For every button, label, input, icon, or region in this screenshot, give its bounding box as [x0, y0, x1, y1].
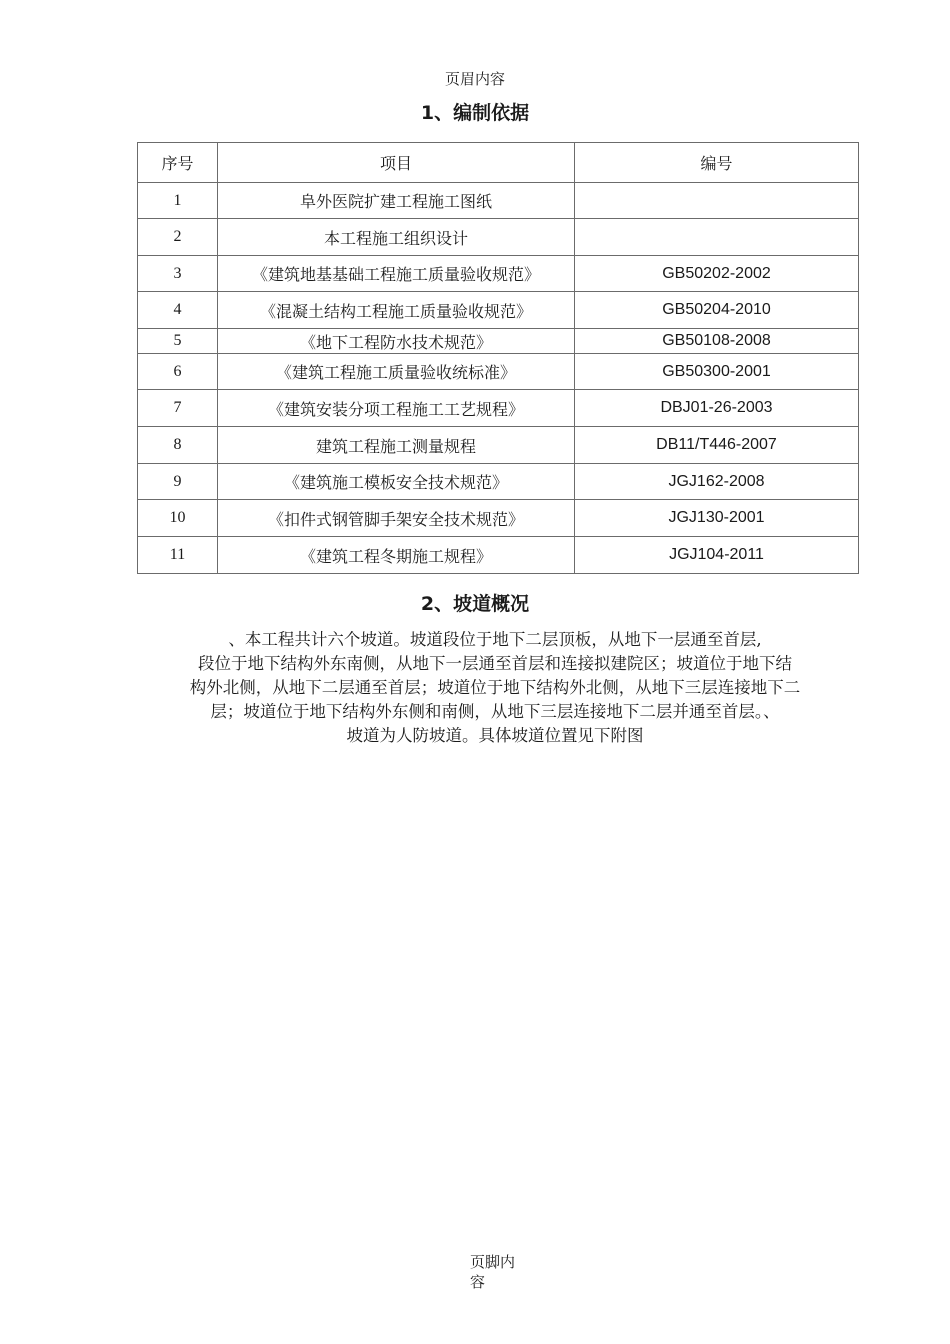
reference-table	[137, 142, 859, 574]
page-header: 页眉内容	[444, 70, 505, 88]
row-code: GB50300-2001	[575, 354, 859, 390]
row-item: 阜外医院扩建工程施工图纸	[218, 183, 575, 219]
row-no: 2	[138, 219, 218, 256]
row-no: 7	[138, 390, 218, 427]
table-row	[138, 183, 859, 219]
row-no: 10	[138, 500, 218, 537]
row-item: 《地下工程防水技术规范》	[218, 329, 575, 354]
col-header-item: 项目	[218, 143, 575, 183]
row-item: 《建筑工程冬期施工规程》	[218, 537, 575, 574]
paragraph-line: 、本工程共计六个坡道。坡道段位于地下二层顶板，从地下一层通至首层,	[228, 630, 762, 649]
row-code: JGJ104-2011	[575, 537, 859, 574]
row-code	[575, 183, 859, 219]
table-row	[138, 354, 859, 390]
table-row	[138, 427, 859, 464]
table-row	[138, 500, 859, 537]
paragraph-line: 构外北侧，从地下二层通至首层；坡道位于地下结构外北侧，从地下三层连接地下二	[189, 678, 801, 697]
row-item: 《建筑施工模板安全技术规范》	[218, 464, 575, 500]
row-code: DB11/T446-2007	[575, 427, 859, 464]
section-title-basis: 1、编制依据	[420, 102, 530, 124]
table-row	[138, 219, 859, 256]
table-row	[138, 256, 859, 292]
row-no: 8	[138, 427, 218, 464]
footer-line: 容	[470, 1273, 486, 1291]
table-row	[138, 537, 859, 574]
row-code: JGJ130-2001	[575, 500, 859, 537]
row-no: 5	[138, 329, 218, 354]
row-code	[575, 219, 859, 256]
row-item: 《混凝土结构工程施工质量验收规范》	[218, 292, 575, 329]
col-header-code: 编号	[575, 143, 859, 183]
row-item: 建筑工程施工测量规程	[218, 427, 575, 464]
table-row	[138, 329, 859, 354]
row-code: GB50204-2010	[575, 292, 859, 329]
paragraph-line: 坡道为人防坡道。具体坡道位置见下附图	[346, 726, 644, 745]
row-code: DBJ01-26-2003	[575, 390, 859, 427]
col-header-no: 序号	[138, 143, 218, 183]
page-footer	[470, 1252, 530, 1292]
row-item: 本工程施工组织设计	[218, 219, 575, 256]
row-item: 《建筑安装分项工程施工工艺规程》	[218, 390, 575, 427]
footer-line: 页脚内	[470, 1253, 516, 1271]
row-no: 6	[138, 354, 218, 390]
table-row	[138, 292, 859, 329]
row-no: 9	[138, 464, 218, 500]
paragraph-line: 段位于地下结构外东南侧，从地下一层通至首层和连接拟建院区；坡道位于地下结	[198, 654, 792, 673]
table-row	[138, 390, 859, 427]
paragraph-line: 层；坡道位于地下结构外东侧和南侧，从地下三层连接地下二层并通至首层。、	[210, 702, 780, 721]
ramp-overview-paragraph	[130, 628, 860, 748]
table-row	[138, 464, 859, 500]
section-title-ramps: 2、坡道概况	[420, 593, 530, 615]
row-code: GB50202-2002	[575, 256, 859, 292]
row-no: 1	[138, 183, 218, 219]
table-header-row	[138, 143, 859, 183]
row-item: 《建筑工程施工质量验收统标准》	[218, 354, 575, 390]
row-item: 《扣件式钢管脚手架安全技术规范》	[218, 500, 575, 537]
row-code: GB50108-2008	[575, 329, 859, 354]
row-item: 《建筑地基基础工程施工质量验收规范》	[218, 256, 575, 292]
row-no: 11	[138, 537, 218, 574]
row-no: 4	[138, 292, 218, 329]
row-code: JGJ162-2008	[575, 464, 859, 500]
row-no: 3	[138, 256, 218, 292]
